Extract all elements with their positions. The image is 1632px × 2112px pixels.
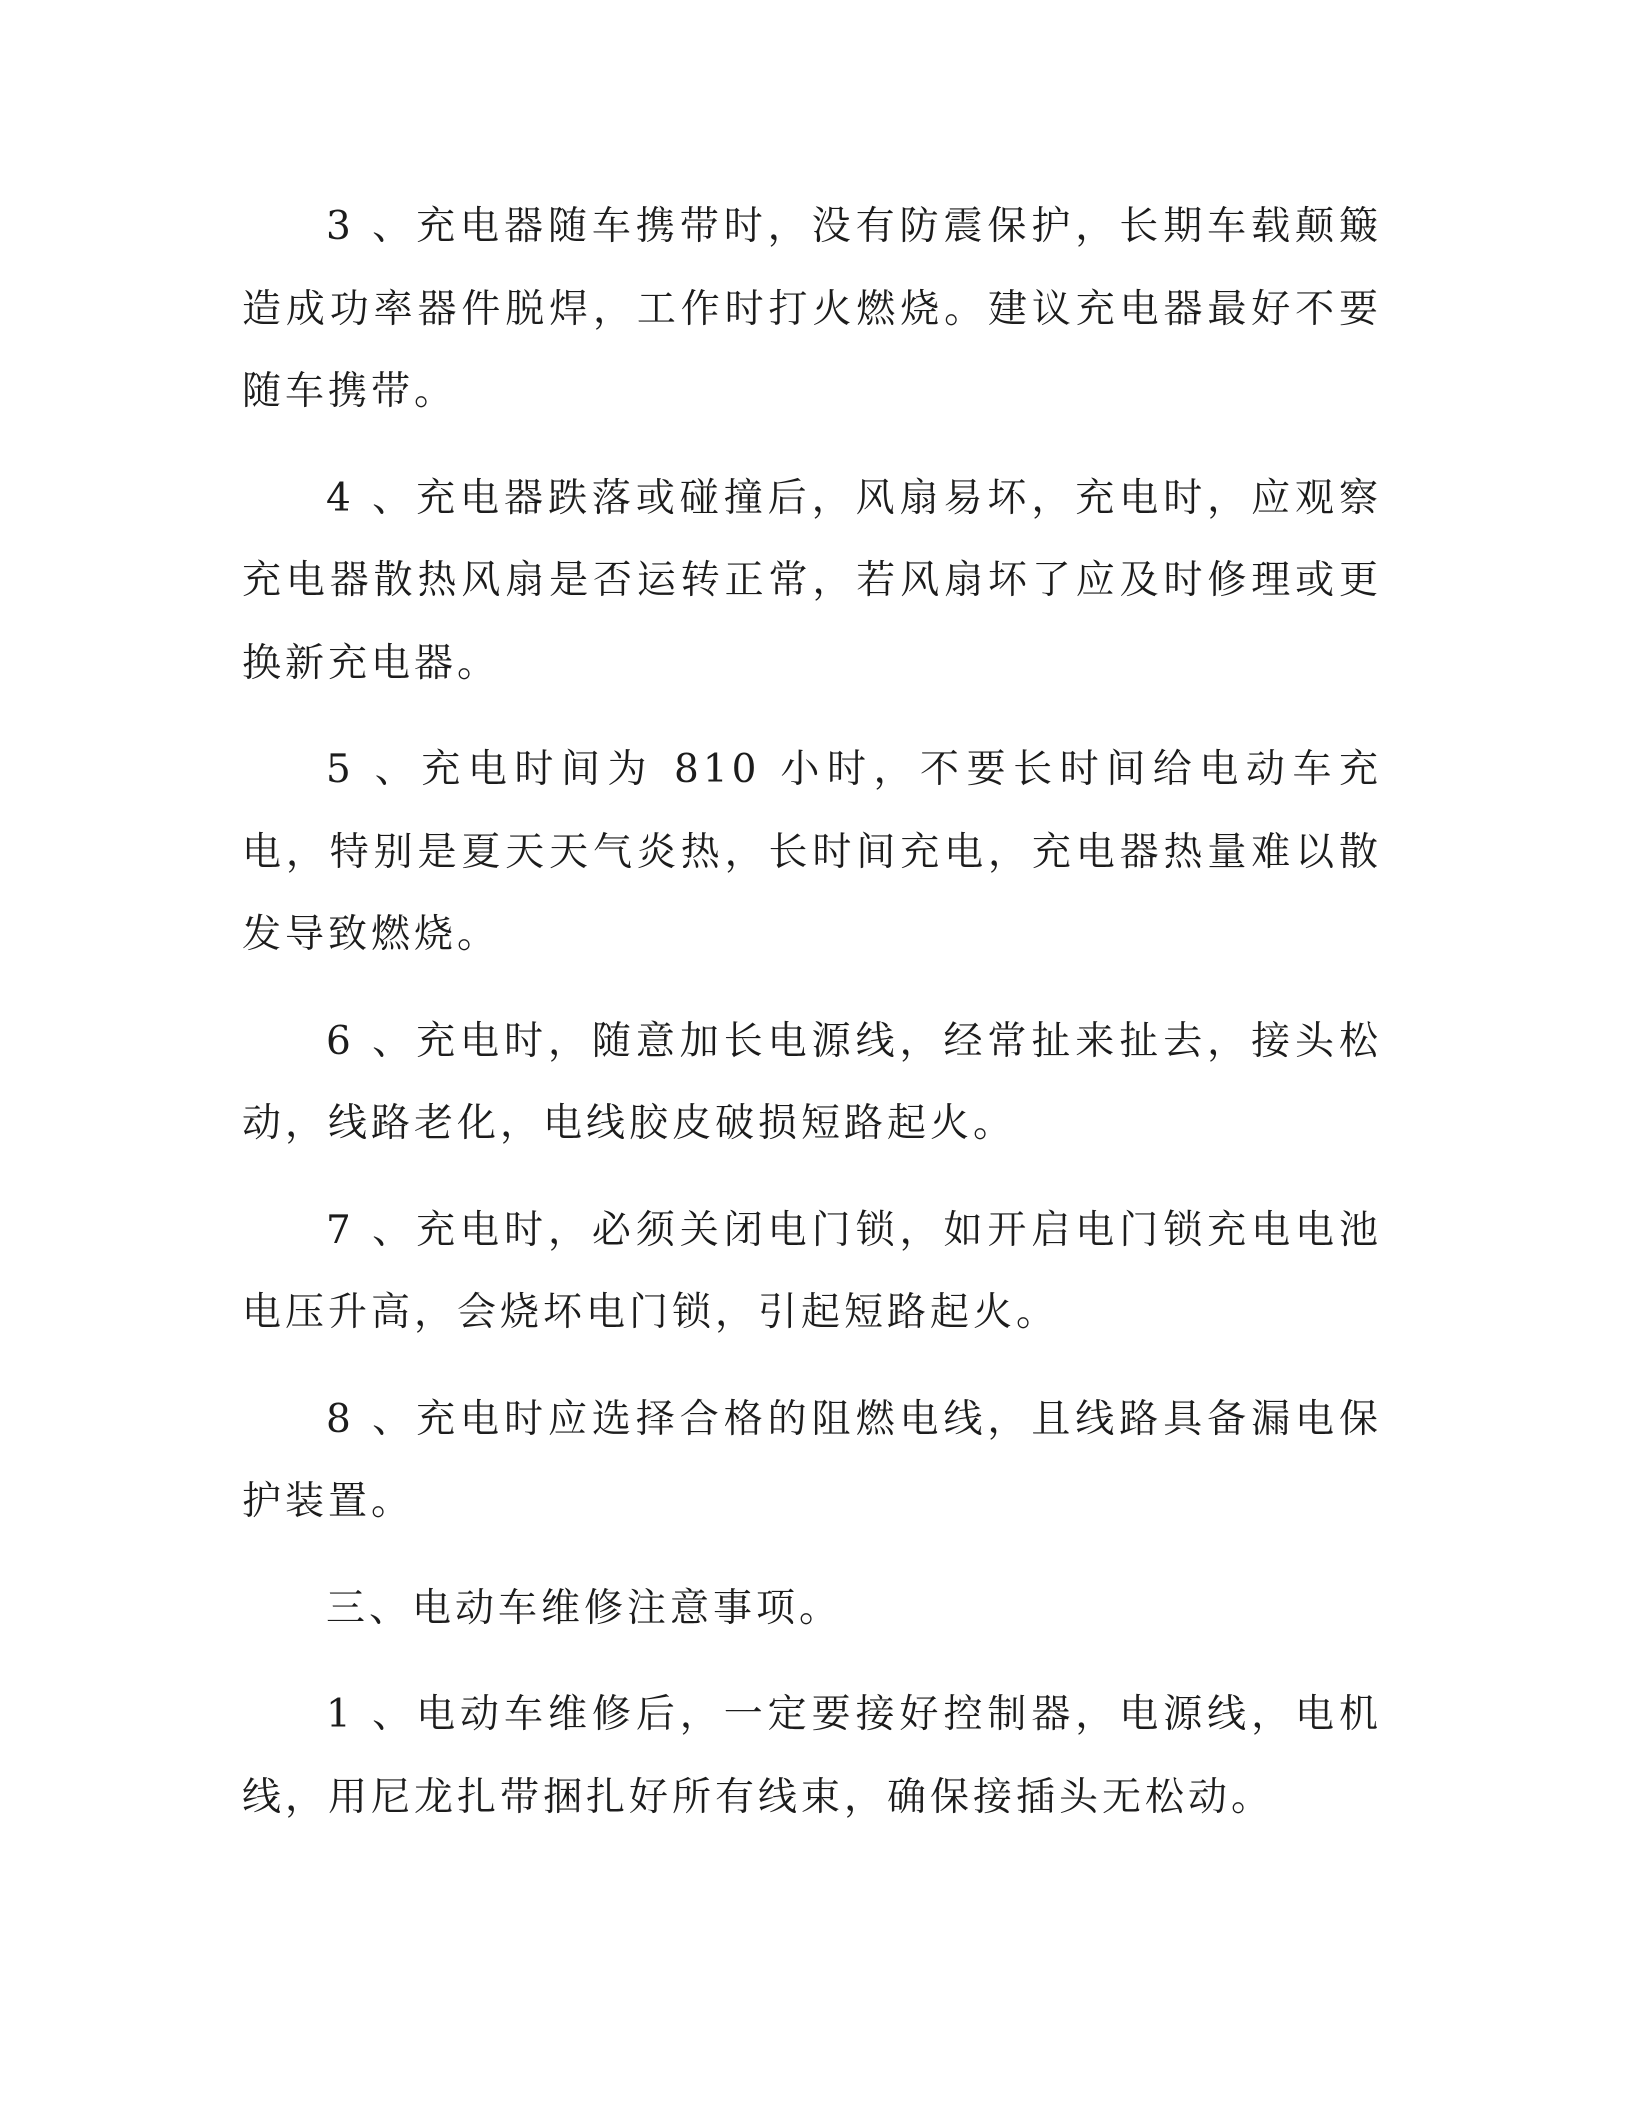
section-heading-maintenance: 三、电动车维修注意事项。 <box>326 1585 843 1631</box>
paragraph-extension-cord: 6 、充电时，随意加长电源线，经常扯来扯去，接头松动，线路老化，电线胶皮破损短路起火。 <box>242 1018 1382 1146</box>
paragraph-charger-fan: 4 、充电器跌落或碰撞后，风扇易坏，充电时，应观察充电器散热风扇是否运转正常，若风扇坏了应及时修理或更换新充电器。 <box>242 475 1382 686</box>
document-body <box>242 186 1382 1863</box>
paragraph-charging-time: 5 、充电时间为 810 小时，不要长时间给电动车充电，特别是夏天天气炎热，长时间充电，充电器热量难以散发导致燃烧。 <box>242 747 1382 957</box>
paragraph-ignition-lock: 7 、充电时，必须关闭电门锁，如开启电门锁充电电池电压升高，会烧坏电门锁，引起短路起火。 <box>242 1207 1382 1335</box>
paragraph-maintenance-wiring: 1 、电动车维修后，一定要接好控制器，电源线，电机线，用尼龙扎带捆扎好所有线束，确保接插头无松动。 <box>242 1692 1382 1820</box>
paragraph-flame-retardant-wire: 8 、充电时应选择合格的阻燃电线，且线路具备漏电保护装置。 <box>242 1396 1382 1524</box>
paragraph-charger-carry: 3 、充电器随车携带时，没有防震保护，长期车载颠簸造成功率器件脱焊，工作时打火燃烧。建议充电器最好不要随车携带。 <box>242 204 1382 414</box>
